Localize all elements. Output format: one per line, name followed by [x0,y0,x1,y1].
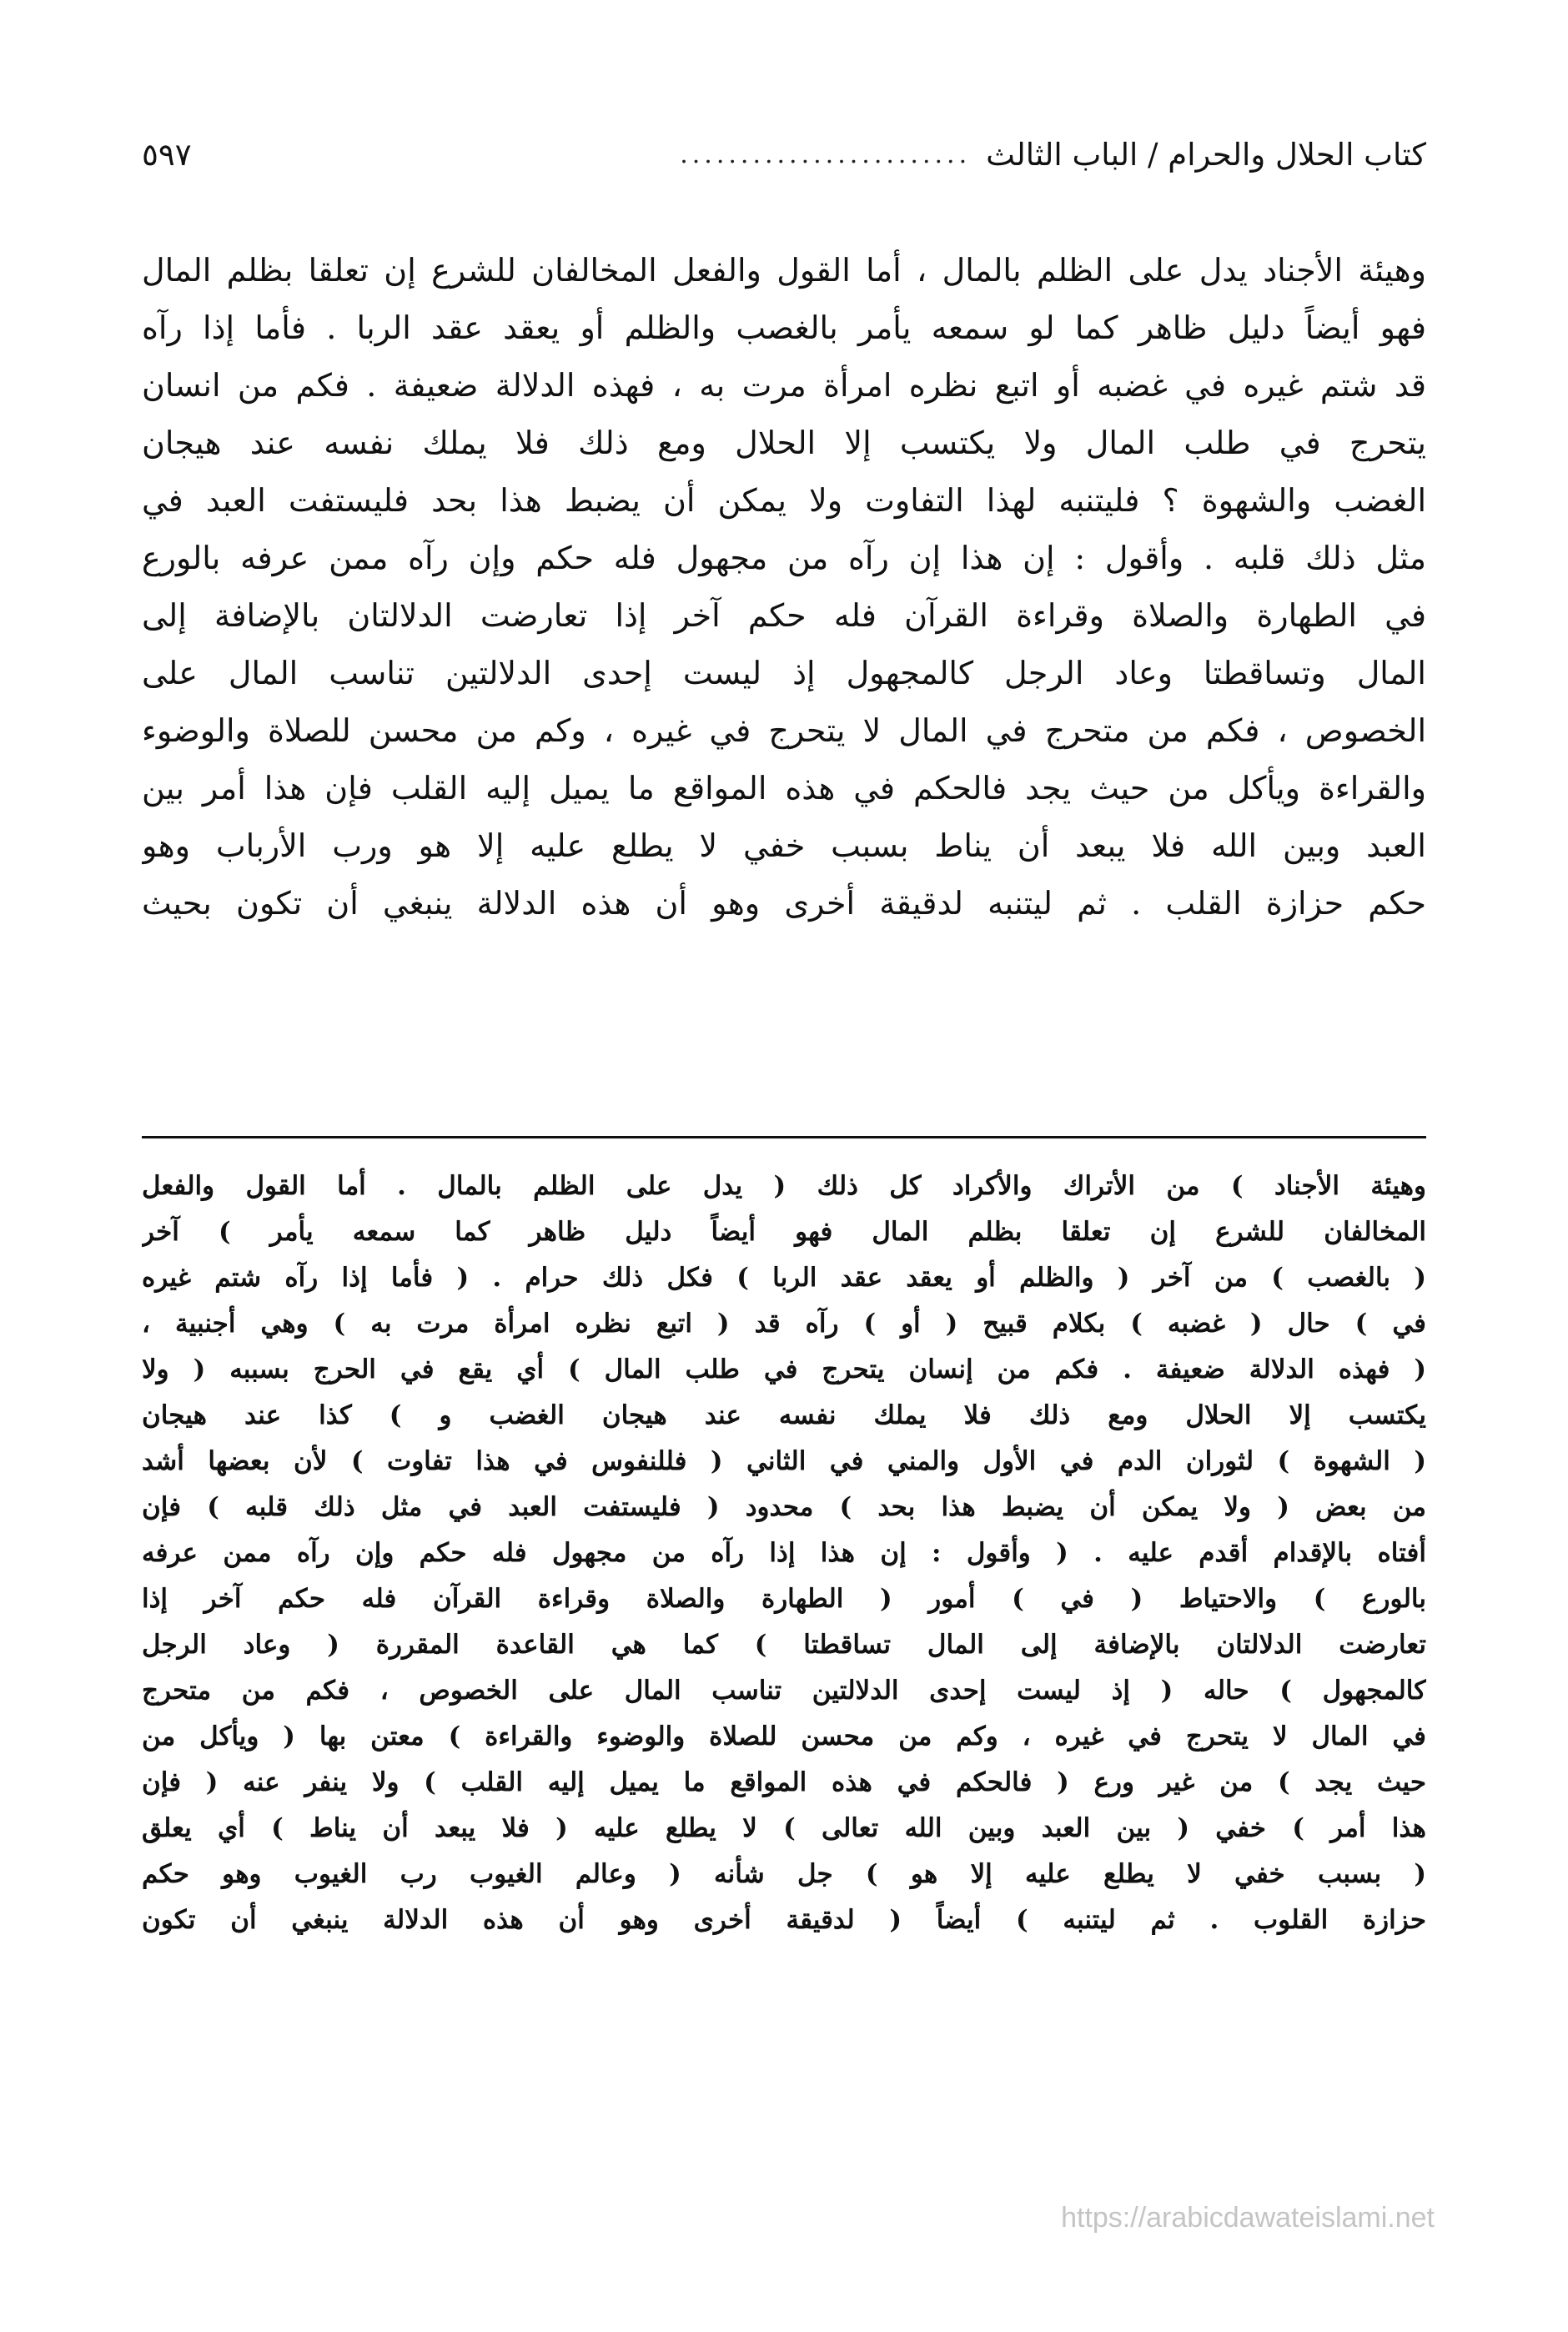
main-text-line: يتحرج في طلب المال ولا يكتسب إلا الحلال ومع ذلك فلا يملك نفسه عند هيجان [142,425,1426,461]
main-text-line: العبد وبين الله فلا يبعد أن يناط بسبب خفي لا يطلع عليه إلا هو ورب الأرباب وهو [142,827,1426,864]
main-text-line: المال وتساقطتا وعاد الرجل كالمجهول إذ ليست إحدى الدلالتين تناسب المال على [142,655,1426,691]
main-text-line: الغضب والشهوة ؟ فليتنبه لهذا التفاوت ولا يمكن أن يضبط هذا بحد فليستفت العبد في [142,482,1426,519]
main-text-line: والقراءة ويأكل من حيث يجد فالحكم في هذه المواقع ما يميل إليه القلب فإن هذا أمر بين [142,770,1426,807]
page-header [142,125,1426,183]
main-text-line: وهيئة الأجناد يدل على الظلم بالمال ، أما القول والفعل المخالفان للشرع إن تعلقا بظلم المال [142,252,1426,289]
commentary-line: في المال لا يتحرج في غيره ، وكم من محسن للصلاة والوضوء والقراءة ) معتن بها ( ويأكل من [142,1721,1426,1752]
main-text-line: في الطهارة والصلاة وقراءة القرآن فله حكم آخر إذا تعارضت الدلالتان بالإضافة إلى [142,597,1426,634]
commentary-line: في ) حال ( غضبه ) بكلام قبيح ( أو ) رآه قد ( اتبع نظره امرأة مرت به ) وهي أجنبية ، [142,1309,1426,1339]
main-text-block [142,242,1426,932]
commentary-line: من بعض ( ولا يمكن أن يضبط هذا بحد ) محدود ( فليستفت العبد في مثل ذلك قلبه ) فإن [142,1492,1426,1522]
commentary-line: حيث يجد ) من غير ورع ( فالحكم في هذه المواقع ما يميل إليه القلب ) ولا ينفر عنه ( فإن [142,1767,1426,1797]
commentary-line: المخالفان للشرع إن تعلقا بظلم المال فهو أيضاً دليل ظاهر كما سمعه يأمر ) آخر [142,1217,1426,1247]
commentary-line: وهيئة الأجناد ) من الأتراك والأكراد كل ذلك ( يدل على الظلم بالمال . أما القول والفعل [142,1171,1426,1201]
main-text-line: حكم حزازة القلب . ثم ليتنبه لدقيقة أخرى وهو أن هذه الدلالة ينبغي أن تكون بحيث [142,885,1426,922]
main-text-line: قد شتم غيره في غضبه أو اتبع نظره امرأة مرت به ، فهذه الدلالة ضعيفة . فكم من انسان [142,367,1426,404]
commentary-line: ( فهذه الدلالة ضعيفة . فكم من إنسان يتحرج في طلب المال ) أي يقع في الحرج بسببه ( ولا [142,1354,1426,1385]
commentary-line: بالورع ) والاحتياط ( في ) أمور ( الطهارة والصلاة وقراءة القرآن فله حكم آخر إذا [142,1584,1426,1614]
commentary-line: ( الشهوة ) لثوران الدم في الأول والمني في الثاني ( فللنفوس في هذا تفاوت ) لأن بعضها أشد [142,1446,1426,1476]
commentary-line: حزازة القلوب . ثم ليتنبه ) أيضاً ( لدقيقة أخرى وهو أن هذه الدلالة ينبغي أن تكون [142,1905,1426,1935]
source-watermark: https://arabicdawateislami.net [1061,2202,1435,2234]
main-text-line: فهو أيضاً دليل ظاهر كما لو سمعه يأمر بالغصب والظلم أو يعقد عقد الربا . فأما إذا رآه [142,309,1426,346]
page-number: ٥٩٧ [142,136,192,173]
commentary-line: أفتاه بالإقدام أقدم عليه . ( وأقول : إن هذا إذا رآه من مجهول فله حكم وإن رآه ممن عرفه [142,1538,1426,1568]
commentary-line: يكتسب إلا الحلال ومع ذلك فلا يملك نفسه عند هيجان الغضب و ) كذا عند هيجان [142,1400,1426,1430]
commentary-line: ( بالغصب ) من آخر ( والظلم أو يعقد عقد الربا ) فكل ذلك حرام . ( فأما إذا رآه شتم غيره [142,1263,1426,1293]
section-divider [142,1136,1426,1138]
commentary-block [142,1163,1426,1943]
commentary-line: تعارضت الدلالتان بالإضافة إلى المال تساقطتا ) كما هي القاعدة المقررة ( وعاد الرجل [142,1630,1426,1660]
commentary-line: كالمجهول ) حاله ( إذ ليست إحدى الدلالتين تناسب المال على الخصوص ، فكم من متحرج [142,1676,1426,1706]
commentary-line: ( بسبب خفي لا يطلع عليه إلا هو ) جل شأنه ( وعالم الغيوب رب الغيوب وهو حكم [142,1859,1426,1889]
commentary-line: هذا أمر ) خفي ( بين العبد وبين الله تعالى ) لا يطلع عليه ( فلا يبعد أن يناط ) أي يعلق [142,1813,1426,1843]
main-text-line: الخصوص ، فكم من متحرج في المال لا يتحرج في غيره ، وكم من محسن للصلاة والوضوء [142,712,1426,749]
main-text-line: مثل ذلك قلبه . وأقول : إن هذا إن رآه من مجهول فله حكم وإن رآه ممن عرفه بالورع [142,540,1426,576]
leader-dots: ........................ [680,139,972,169]
running-title: كتاب الحلال والحرام / الباب الثالث [986,136,1426,173]
